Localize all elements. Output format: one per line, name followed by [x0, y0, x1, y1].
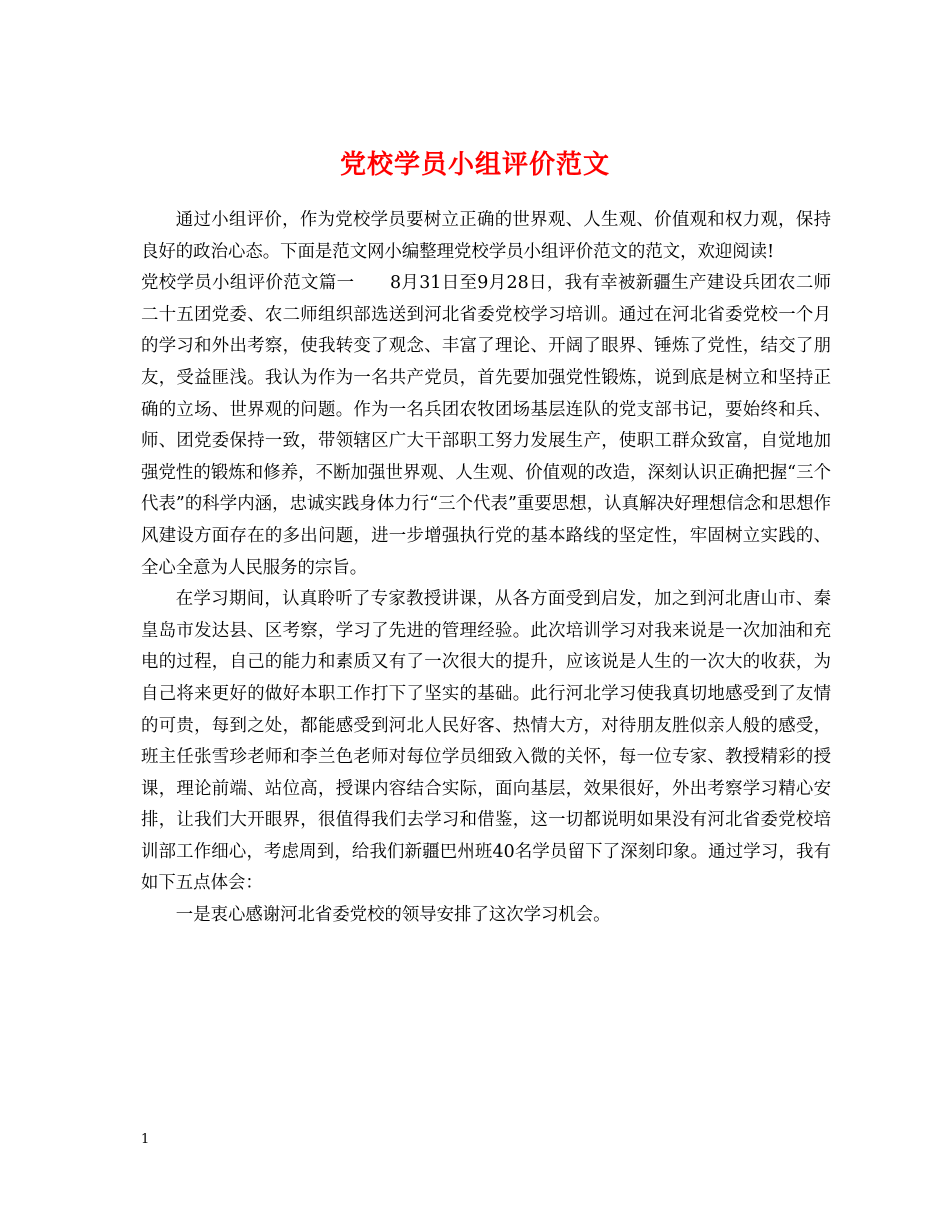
document-title: 党校学员小组评价范文 [339, 150, 610, 181]
document-body [141, 205, 831, 932]
study-period-paragraph: 在学习期间，认真聆听了专家教授讲课，从各方面受到启发，加之到河北唐山市、秦皇岛市发达县、区考察，学习了先进的管理经验。此次培训学习对我来说是一次加油和充电的过程，自己的能力和素质又有了一次很大的提升，应该说是人生的一次大的收获，为自己将来更好的做好本职工作打下了坚实的基础。此行河北学习使我真切地感受到了友情的可贵，每到之处，都能感受到河北人民好客、热情大方，对待朋友胜似亲人般的感受，班主任张雪珍老师和李兰色老师对每位学员细致入微的关怀，每一位专家、教授精彩的授课，理论前端、站位高，授课内容结合实际，面向基层，效果很好，外出考察学习精心安排，让我们大开眼界，很值得我们去学习和借鉴，这一切都说明如果没有河北省委党校培训部工作细心，考虑周到，给我们新疆巴州班40名学员留下了深刻印象。通过学习，我有如下五点体会： [141, 589, 831, 894]
first-insight-paragraph: 一是衷心感谢河北省委党校的领导安排了这次学习机会。 [175, 905, 611, 926]
article-one-paragraph: 党校学员小组评价范文篇一 8月31日至9月28日，我有幸被新疆生产建设兵团农二师二十五团党委、农二师组织部选送到河北省委党校学习培训。通过在河北省委党校一个月的学习和外出考察，使我转变了观念、丰富了理论、开阔了眼界、锤炼了党性，结交了朋友，受益匪浅。我认为作为一名共产党员，首先要加强党性锻炼，说到底是树立和坚持正确的立场、世界观的问题。作为一名兵团农牧团场基层连队的党支部书记，要始终和兵、师、团党委保持一致，带领辖区广大干部职工努力发展生产，使职工群众致富，自觉地加强党性的锻炼和修养，不断加强世界观、人生观、价值观的改造，深刻认识正确把握“三个代表”的科学内涵，忠诚实践身体力行“三个代表”重要思想，认真解决好理想信念和思想作风建设方面存在的多出问题，进一步增强执行党的基本路线的坚定性，牢固树立实践的、全心全意为人民服务的宗旨。 [141, 273, 831, 578]
page-number: 1 [141, 1132, 150, 1147]
intro-paragraph: 通过小组评价，作为党校学员要树立正确的世界观、人生观、价值观和权力观，保持良好的政治心态。下面是范文网小编整理党校学员小组评价范文的范文，欢迎阅读! [141, 210, 831, 262]
